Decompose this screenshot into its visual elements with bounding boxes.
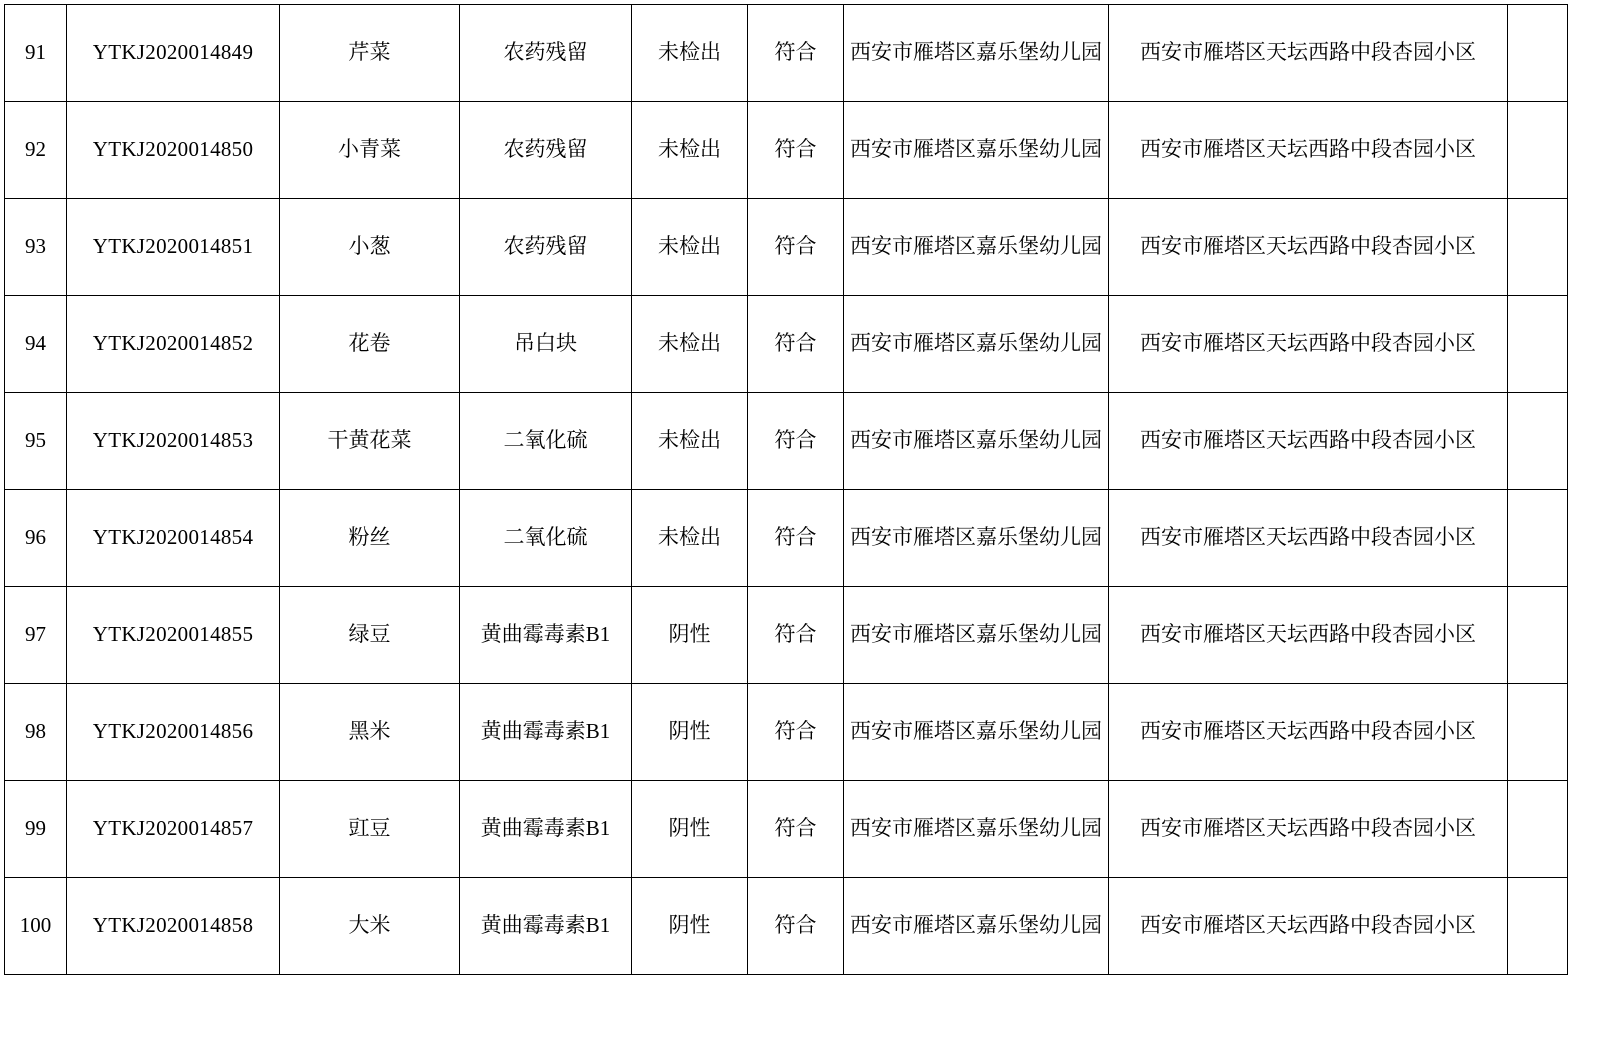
table-row [5, 296, 1568, 393]
cell-sample-name: 绿豆 [280, 587, 460, 684]
cell-unit: 西安市雁塔区嘉乐堡幼儿园 [844, 587, 1109, 684]
cell-unit: 西安市雁塔区嘉乐堡幼儿园 [844, 393, 1109, 490]
cell-unit: 西安市雁塔区嘉乐堡幼儿园 [844, 296, 1109, 393]
cell-index: 99 [5, 781, 67, 878]
table-body [5, 5, 1568, 975]
cell-index: 100 [5, 878, 67, 975]
cell-conclusion: 符合 [748, 878, 844, 975]
cell-conclusion: 符合 [748, 393, 844, 490]
cell-conclusion: 符合 [748, 296, 844, 393]
cell-address: 西安市雁塔区天坛西路中段杏园小区 [1109, 102, 1508, 199]
cell-unit: 西安市雁塔区嘉乐堡幼儿园 [844, 102, 1109, 199]
table-row [5, 684, 1568, 781]
cell-test-item: 二氧化硫 [460, 393, 632, 490]
cell-conclusion: 符合 [748, 102, 844, 199]
cell-index: 94 [5, 296, 67, 393]
cell-sample-name: 小葱 [280, 199, 460, 296]
cell-address: 西安市雁塔区天坛西路中段杏园小区 [1109, 684, 1508, 781]
cell-index: 98 [5, 684, 67, 781]
cell-unit: 西安市雁塔区嘉乐堡幼儿园 [844, 490, 1109, 587]
cell-note [1508, 296, 1568, 393]
cell-test-item: 农药残留 [460, 102, 632, 199]
table-row [5, 393, 1568, 490]
cell-sample-name: 豇豆 [280, 781, 460, 878]
cell-sample-name: 干黄花菜 [280, 393, 460, 490]
cell-test-result: 阴性 [632, 684, 748, 781]
cell-test-item: 黄曲霉毒素B1 [460, 587, 632, 684]
cell-test-result: 未检出 [632, 199, 748, 296]
cell-note [1508, 684, 1568, 781]
cell-test-result: 阴性 [632, 878, 748, 975]
cell-test-item: 农药残留 [460, 5, 632, 102]
table-row [5, 490, 1568, 587]
cell-sample-code: YTKJ2020014856 [67, 684, 280, 781]
table-row [5, 199, 1568, 296]
cell-sample-code: YTKJ2020014854 [67, 490, 280, 587]
cell-note [1508, 781, 1568, 878]
cell-sample-code: YTKJ2020014852 [67, 296, 280, 393]
cell-unit: 西安市雁塔区嘉乐堡幼儿园 [844, 878, 1109, 975]
cell-note [1508, 393, 1568, 490]
cell-test-item: 黄曲霉毒素B1 [460, 781, 632, 878]
cell-sample-code: YTKJ2020014857 [67, 781, 280, 878]
table-row [5, 587, 1568, 684]
cell-sample-code: YTKJ2020014851 [67, 199, 280, 296]
cell-conclusion: 符合 [748, 199, 844, 296]
cell-address: 西安市雁塔区天坛西路中段杏园小区 [1109, 296, 1508, 393]
cell-address: 西安市雁塔区天坛西路中段杏园小区 [1109, 199, 1508, 296]
cell-address: 西安市雁塔区天坛西路中段杏园小区 [1109, 878, 1508, 975]
cell-index: 96 [5, 490, 67, 587]
cell-conclusion: 符合 [748, 684, 844, 781]
cell-conclusion: 符合 [748, 490, 844, 587]
cell-unit: 西安市雁塔区嘉乐堡幼儿园 [844, 199, 1109, 296]
table-row [5, 5, 1568, 102]
cell-test-item: 黄曲霉毒素B1 [460, 684, 632, 781]
cell-unit: 西安市雁塔区嘉乐堡幼儿园 [844, 5, 1109, 102]
cell-conclusion: 符合 [748, 781, 844, 878]
cell-note [1508, 199, 1568, 296]
cell-test-result: 未检出 [632, 5, 748, 102]
cell-address: 西安市雁塔区天坛西路中段杏园小区 [1109, 393, 1508, 490]
cell-test-result: 未检出 [632, 490, 748, 587]
cell-index: 91 [5, 5, 67, 102]
cell-sample-code: YTKJ2020014858 [67, 878, 280, 975]
cell-index: 95 [5, 393, 67, 490]
cell-sample-code: YTKJ2020014853 [67, 393, 280, 490]
cell-conclusion: 符合 [748, 587, 844, 684]
cell-test-result: 未检出 [632, 102, 748, 199]
cell-test-item: 二氧化硫 [460, 490, 632, 587]
table-row [5, 781, 1568, 878]
cell-conclusion: 符合 [748, 5, 844, 102]
cell-sample-name: 黑米 [280, 684, 460, 781]
inspection-results-table [4, 4, 1568, 975]
table-row [5, 878, 1568, 975]
cell-address: 西安市雁塔区天坛西路中段杏园小区 [1109, 587, 1508, 684]
cell-sample-name: 花卷 [280, 296, 460, 393]
cell-index: 92 [5, 102, 67, 199]
cell-note [1508, 5, 1568, 102]
cell-index: 93 [5, 199, 67, 296]
cell-sample-code: YTKJ2020014849 [67, 5, 280, 102]
cell-address: 西安市雁塔区天坛西路中段杏园小区 [1109, 781, 1508, 878]
cell-test-result: 未检出 [632, 296, 748, 393]
cell-index: 97 [5, 587, 67, 684]
cell-note [1508, 587, 1568, 684]
cell-test-item: 吊白块 [460, 296, 632, 393]
cell-sample-code: YTKJ2020014850 [67, 102, 280, 199]
cell-note [1508, 878, 1568, 975]
cell-sample-code: YTKJ2020014855 [67, 587, 280, 684]
cell-address: 西安市雁塔区天坛西路中段杏园小区 [1109, 490, 1508, 587]
cell-sample-name: 大米 [280, 878, 460, 975]
cell-unit: 西安市雁塔区嘉乐堡幼儿园 [844, 781, 1109, 878]
cell-note [1508, 102, 1568, 199]
cell-test-item: 黄曲霉毒素B1 [460, 878, 632, 975]
cell-test-item: 农药残留 [460, 199, 632, 296]
cell-note [1508, 490, 1568, 587]
cell-address: 西安市雁塔区天坛西路中段杏园小区 [1109, 5, 1508, 102]
cell-sample-name: 粉丝 [280, 490, 460, 587]
cell-sample-name: 芹菜 [280, 5, 460, 102]
cell-test-result: 阴性 [632, 587, 748, 684]
cell-unit: 西安市雁塔区嘉乐堡幼儿园 [844, 684, 1109, 781]
cell-test-result: 未检出 [632, 393, 748, 490]
cell-sample-name: 小青菜 [280, 102, 460, 199]
table-row [5, 102, 1568, 199]
cell-test-result: 阴性 [632, 781, 748, 878]
